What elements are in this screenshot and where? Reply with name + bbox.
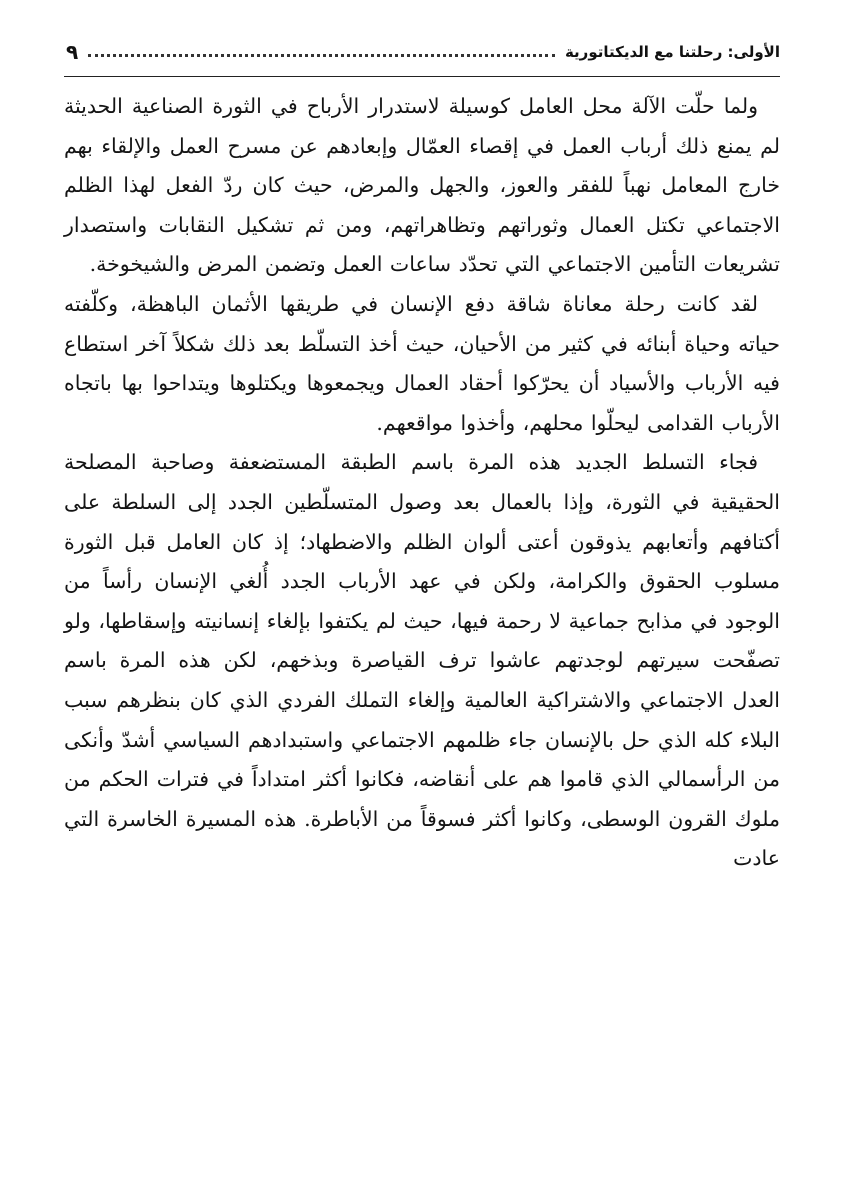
dotted-leader [88,54,555,57]
book-page [64,30,780,879]
body-text [64,87,780,879]
running-title: الأولى: رحلتنا مع الديكتاتورية [564,43,780,61]
paragraph-2: لقد كانت رحلة معاناة شاقة دفع الإنسان في طريقها الأثمان الباهظة، وكلّفته حياته وحياة أبنائه في كثير من الأحيان، حيث أخذ التسلّط بعد ذلك شكلاً آخر استطاع فيه الأرباب والأسياد أن يحرّكوا أحقاد العمال ويجمعوها ويكتلوها ويتداحوا بها باتجاه الأرباب القدامى ليحلّوا محلهم، وأخذوا مواقعهم. [64,291,780,435]
header-rule [64,76,780,77]
paragraph-1: ولما حلّت الآلة محل العامل كوسيلة لاستدرار الأرباح في الثورة الصناعية الحديثة لم يمنع ذلك أرباب العمل في إقصاء العمّال وإبعادهم عن مسرح العمل والإلقاء بهم خارج المعامل نهباً للفقر والعوز، والجهل والمرض، حيث كان ردّ الفعل لهذا الظلم الاجتماعي تكتل العمال وثوراتهم وتظاهراتهم، ومن ثم تشكيل النقابات واستصدار تشريعات التأمين الاجتماعي التي تحدّد ساعات العمل وتضمن المرض والشيخوخة. [64,94,780,277]
running-header [64,30,780,74]
page-number: ٩ [66,40,79,64]
paragraph-3: فجاء التسلط الجديد هذه المرة باسم الطبقة المستضعفة وصاحبة المصلحة الحقيقية في الثورة، وإذا بالعمال بعد وصول المتسلّطين الجدد إلى السلطة على أكتافهم وأتعابهم يذوقون أعتى ألوان الظلم والاضطهاد؛ إذ كان العامل قبل الثورة مسلوب الحقوق والكرامة، ولكن في عهد الأرباب الجدد أُلغي الإنسان رأساً من الوجود في مذابح جماعية لا رحمة فيها، حيث لم يكتفوا بإلغاء إنسانيته وإسقاطها، ولو تصفّحت سيرتهم لوجدتهم عاشوا ترف القياصرة وبذخهم، لكن هذه المرة باسم العدل الاجتماعي والاشتراكية العالمية وإلغاء التملك الفردي الذي كان بنظرهم سبب البلاء كله الذي حل بالإنسان جاء ظلمهم الاجتماعي واستبدادهم السياسي أشدّ وأنكى من الرأسمالي الذي قاموا هم على أنقاضه، فكانوا أكثر امتداداً في فترات الحكم من ملوك القرون الوسطى، وكانوا أكثر فسوقاً من الأباطرة. هذه المسيرة الخاسرة التي عادت [64,450,780,871]
